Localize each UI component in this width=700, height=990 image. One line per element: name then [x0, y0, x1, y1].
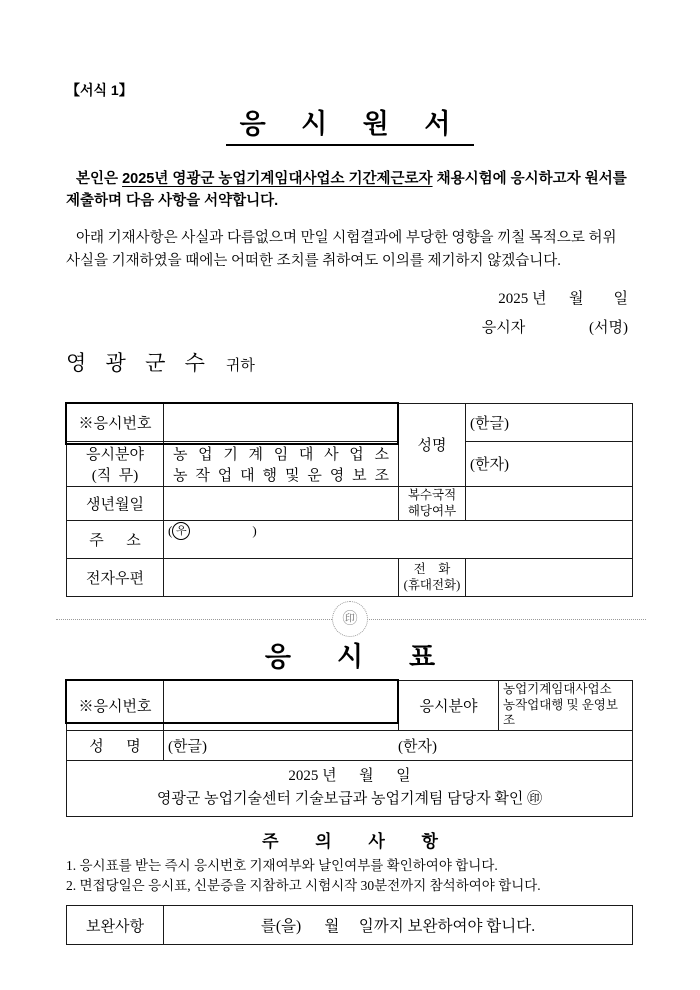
dual-nationality-input-cell — [466, 486, 633, 520]
page-title: 응 시 원 서 — [226, 102, 475, 146]
addressee-name: 영 광 군 수 — [66, 350, 212, 375]
ticket-name-input-cell — [164, 731, 633, 761]
email-label: 전자우편 — [67, 559, 164, 597]
table-row — [67, 761, 633, 817]
phone-input-cell — [466, 559, 633, 597]
ticket-confirmation-cell — [67, 761, 633, 817]
ticket-confirm-line — [67, 788, 632, 811]
phone-label-line2: (휴대전화) — [403, 577, 461, 592]
field-value-line1: 농 업 기 계 임 대 사 업 소 — [173, 446, 389, 463]
address-input-cell — [164, 521, 633, 559]
intro-suffix: 채용시험에 응시하고자 원서를 제출하며 다음 사항을 서약합니다. — [66, 171, 627, 210]
ticket-title: 응시표 — [264, 642, 482, 673]
table-row — [67, 521, 633, 559]
ticket-date-line: 2025 년 월 일 — [288, 768, 411, 784]
ticket-field-label: 응시분야 — [399, 681, 499, 731]
birthdate-label: 생년월일 — [67, 486, 164, 520]
postal-circle-mark: 우 — [172, 522, 190, 540]
applicant-signature-line: 응시자 (서명) — [481, 319, 628, 336]
field-value-cell — [164, 441, 399, 486]
notice-title: 주 의 사 항 — [262, 831, 454, 851]
ticket-exam-number-input-cell — [164, 681, 399, 731]
intro-prefix: 본인은 — [76, 171, 123, 187]
addressee-honorific: 귀하 — [225, 357, 255, 374]
ticket-name-hanja-hint: (한자) — [398, 739, 437, 755]
exam-number-label: ※응시번호 — [67, 403, 164, 441]
ticket-name-label: 성 명 — [67, 731, 164, 761]
ticket-table-wrap — [66, 680, 634, 816]
perforation-seal-icon: ㊞ — [332, 601, 368, 637]
notice-item-2: 2. 면접당일은 응시표, 신분증을 지참하고 시험시작 30분전까지 참석하여야 합니다. — [66, 878, 541, 894]
phone-label-line1: 전 화 — [413, 562, 451, 576]
table-row — [67, 559, 633, 597]
table-row — [67, 731, 633, 761]
ticket-confirm-text: 영광군 농업기술센터 기술보급과 농업기계팀 담당자 확인 — [156, 791, 528, 808]
table-row — [67, 681, 633, 731]
field-label-line2: (직 무) — [91, 467, 139, 484]
ticket-field-value-cell — [499, 681, 633, 731]
table-row — [67, 906, 633, 945]
supplement-text-cell: 를(을) 월 일까지 보완하여야 합니다. — [164, 906, 633, 945]
dual-nationality-label — [399, 486, 466, 520]
postal-open-paren: ( — [168, 523, 173, 539]
date-line: 2025 년 월 일 — [498, 290, 628, 307]
application-table-wrap — [66, 403, 634, 597]
ticket-field-value-line1: 농업기계임대사업소 — [503, 682, 612, 697]
field-value-line2: 농 작 업 대 행 및 운 영 보 조 — [173, 467, 389, 484]
email-input-cell — [164, 559, 399, 597]
form-number-tag: 【서식 1】 — [66, 82, 133, 98]
addressee-row — [66, 347, 634, 377]
supplement-table-wrap — [66, 905, 634, 945]
field-label — [67, 441, 164, 486]
field-label-line1: 응시분야 — [86, 446, 144, 463]
postal-code-hint — [168, 523, 257, 538]
official-seal-icon: ㊞ — [527, 791, 543, 808]
dual-nationality-line2: 해당여부 — [407, 503, 457, 518]
cut-line — [66, 603, 634, 635]
notice-item-1: 1. 응시표를 받는 즉시 응시번호 기재여부와 날인여부를 확인하여야 합니다. — [66, 857, 498, 873]
supplement-table — [66, 905, 633, 945]
name-hanja-cell: (한자) — [466, 441, 633, 486]
exam-number-input-cell — [164, 403, 399, 441]
table-row — [67, 403, 633, 441]
pledge-paragraph: 아래 기재사항은 사실과 다름없으며 만일 시험결과에 부당한 영향을 끼칠 목적으로 허위 사실을 기재하였을 때에는 어떠한 조치를 취하여도 이의를 제기하지 않겠습니다. — [66, 230, 617, 269]
dual-nationality-line1: 복수국적 — [407, 487, 457, 502]
ticket-field-value-line2: 농작업대행 및 운영보조 — [503, 697, 618, 728]
ticket-exam-number-label: ※응시번호 — [67, 681, 164, 731]
birthdate-input-cell — [164, 486, 399, 520]
notice-list — [66, 856, 634, 898]
address-label: 주 소 — [67, 521, 164, 559]
table-row — [67, 441, 633, 486]
ticket-table — [66, 680, 633, 816]
name-hangul-cell: (한글) — [466, 403, 633, 441]
intro-paragraph — [66, 168, 634, 213]
postal-close-paren: ) — [252, 523, 257, 539]
phone-label — [399, 559, 466, 597]
table-row — [67, 486, 633, 520]
ticket-name-hangul-hint: (한글) — [168, 739, 207, 755]
application-table — [66, 403, 633, 597]
name-label: 성명 — [399, 403, 466, 486]
supplement-label: 보완사항 — [67, 906, 164, 945]
intro-underlined-text: 2025년 영광군 농업기계임대사업소 기간제근로자 — [122, 171, 433, 187]
